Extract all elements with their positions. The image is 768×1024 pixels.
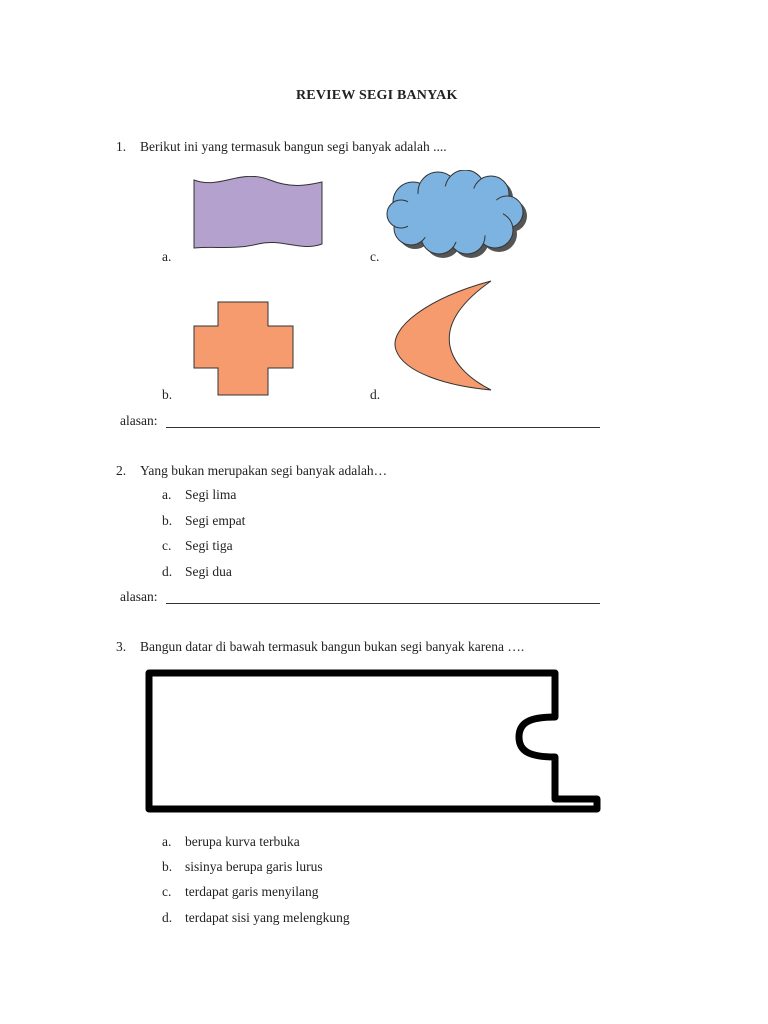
q3-option-d-letter[interactable]: d.: [162, 910, 173, 925]
q3-option-c-letter[interactable]: c.: [162, 884, 172, 899]
q2-option-a-text[interactable]: Segi lima: [185, 487, 237, 502]
q2-number: 2.: [116, 463, 127, 478]
q2-option-d-letter[interactable]: d.: [162, 564, 173, 579]
q3-text: Bangun datar di bawah termasuk bangun bukan segi banyak karena ….: [140, 639, 525, 654]
page-title: REVIEW SEGI BANYAK: [296, 88, 458, 103]
q1-reason-answer-line[interactable]: [166, 427, 600, 428]
wavy-rectangle-icon: [190, 176, 330, 256]
crescent-moon-icon: [388, 278, 498, 394]
q2-option-b-text[interactable]: Segi empat: [185, 513, 246, 528]
q2-option-a-letter[interactable]: a.: [162, 487, 172, 502]
q3-option-a-letter[interactable]: a.: [162, 834, 172, 849]
q2-option-c-text[interactable]: Segi tiga: [185, 538, 233, 553]
q3-number: 3.: [116, 639, 127, 654]
q2-reason-answer-line[interactable]: [166, 603, 600, 604]
q1-text: Berikut ini yang termasuk bangun segi banyak adalah ....: [140, 139, 447, 154]
q1-number: 1.: [116, 139, 127, 154]
q2-option-b-letter[interactable]: b.: [162, 513, 173, 528]
q1-option-a-letter[interactable]: a.: [162, 249, 172, 264]
q1-option-b-letter[interactable]: b.: [162, 387, 173, 402]
q2-reason-label: alasan:: [120, 589, 158, 604]
cloud-icon: [383, 170, 533, 262]
q3-option-c-text[interactable]: terdapat garis menyilang: [185, 884, 319, 899]
q2-text: Yang bukan merupakan segi banyak adalah…: [140, 463, 388, 478]
plus-cross-icon: [192, 300, 296, 398]
q3-option-b-text[interactable]: sisinya berupa garis lurus: [185, 859, 323, 874]
q3-option-b-letter[interactable]: b.: [162, 859, 173, 874]
q3-option-d-text[interactable]: terdapat sisi yang melengkung: [185, 910, 350, 925]
q1-option-c-letter[interactable]: c.: [370, 249, 380, 264]
q2-option-c-letter[interactable]: c.: [162, 538, 172, 553]
puzzle-outline-shape-icon: [143, 667, 605, 815]
q1-reason-label: alasan:: [120, 413, 158, 428]
q2-option-d-text[interactable]: Segi dua: [185, 564, 232, 579]
q3-option-a-text[interactable]: berupa kurva terbuka: [185, 834, 300, 849]
q1-option-d-letter[interactable]: d.: [370, 387, 381, 402]
